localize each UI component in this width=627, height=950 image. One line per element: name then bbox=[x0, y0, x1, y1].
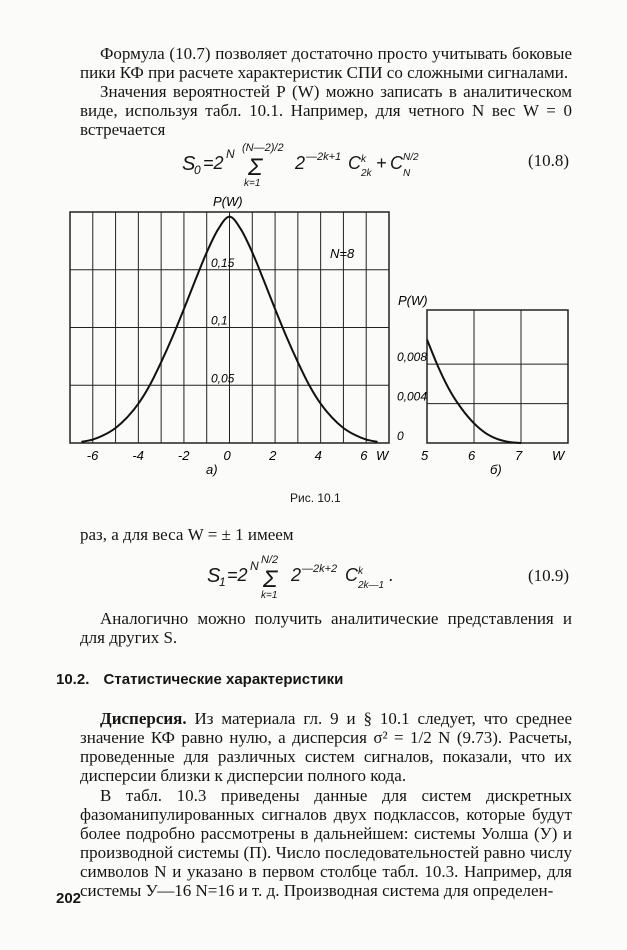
svg-text:N/2: N/2 bbox=[261, 554, 279, 566]
svg-text:Σ: Σ bbox=[263, 566, 278, 593]
x-tick-label: 0 bbox=[223, 448, 231, 463]
svg-text:N: N bbox=[250, 559, 259, 573]
x-tick-label: -2 bbox=[177, 448, 190, 463]
paragraph-2: Значения вероятностей Р (W) можно записать в аналитическом виде, используя табл. 10.1. Например, для четного N вес W = 0 встречается bbox=[80, 82, 572, 139]
svg-text:C: C bbox=[345, 565, 358, 585]
section-heading bbox=[56, 671, 343, 688]
section-title: Статистические характеристики bbox=[103, 671, 344, 688]
svg-text:=2: =2 bbox=[227, 565, 248, 585]
svg-text:(N—2)/2: (N—2)/2 bbox=[242, 142, 284, 154]
panel-b-grid bbox=[427, 310, 568, 443]
panel-a-label: а) bbox=[206, 462, 218, 477]
svg-text:C: C bbox=[348, 153, 361, 173]
svg-text:+: + bbox=[376, 153, 387, 173]
svg-text:2k: 2k bbox=[361, 168, 372, 179]
run-in-heading: Дисперсия. bbox=[100, 709, 187, 728]
x-tick-label: -4 bbox=[132, 448, 144, 463]
y-tick-label: 0 bbox=[397, 429, 404, 443]
svg-text:2: 2 bbox=[295, 153, 306, 173]
x-tick-label: -6 bbox=[86, 448, 99, 463]
paragraph-5 bbox=[80, 709, 572, 785]
panel-b-label: б) bbox=[490, 462, 502, 477]
y-tick-label: 0,008 bbox=[397, 350, 428, 365]
x-tick-label: 7 bbox=[515, 448, 523, 463]
panel-b-xlabel: W bbox=[552, 448, 565, 463]
y-tick-label: 0,05 bbox=[211, 371, 235, 386]
svg-text:2k—1: 2k—1 bbox=[358, 580, 385, 591]
svg-text:1: 1 bbox=[219, 575, 226, 589]
svg-text:C: C bbox=[390, 153, 403, 173]
svg-text:Σ: Σ bbox=[248, 154, 263, 181]
y-tick-label: 0,1 bbox=[211, 313, 228, 328]
y-tick-label: 0,004 bbox=[397, 389, 428, 404]
panel-b-y-ticks bbox=[397, 350, 427, 443]
svg-text:k=1: k=1 bbox=[244, 178, 261, 188]
paragraph-4: Аналогично можно получить аналитические представления и для других S. bbox=[80, 609, 572, 647]
y-tick-label: 0,15 bbox=[211, 255, 235, 270]
figure-caption: Рис. 10.1 bbox=[290, 491, 341, 505]
svg-text:0: 0 bbox=[194, 163, 201, 177]
svg-text:S: S bbox=[182, 153, 196, 175]
panel-a-x-ticks bbox=[87, 448, 368, 463]
panel-b-frame bbox=[427, 310, 568, 443]
chart-panel-a bbox=[70, 194, 390, 477]
figure-10-1 bbox=[0, 192, 627, 492]
svg-text:.: . bbox=[389, 565, 395, 585]
page-number: 202 bbox=[56, 890, 82, 907]
paragraph-3: раз, а для веса W = ± 1 имеем bbox=[80, 525, 294, 544]
x-tick-label: 6 bbox=[360, 448, 368, 463]
svg-text:—2k+1: —2k+1 bbox=[306, 151, 342, 163]
x-tick-label: 6 bbox=[468, 448, 476, 463]
svg-text:=2: =2 bbox=[203, 153, 224, 173]
svg-text:2: 2 bbox=[291, 565, 302, 585]
panel-a-xlabel: W bbox=[376, 448, 389, 463]
paragraph-1: Формула (10.7) позволяет достаточно просто учитывать боковые пики КФ при расчете характеристик СПИ со сложными сигналами. bbox=[80, 44, 572, 82]
panel-a-y-ticks bbox=[211, 256, 235, 386]
panel-b-ylabel: P(W) bbox=[398, 293, 428, 308]
paragraph-6: В табл. 10.3 приведены данные для систем дискретных фазоманипулированных сигналов двух подклассов, которые будут более подробно рассмотрены в дальнейшем: системы Уолша (У) и производной системы (П). Число последовательностей равно числу символов N и указано в первом столбце табл. 10.3. Например, для системы У—16 N=16 и т. д. Производная система для определен- bbox=[80, 786, 572, 900]
svg-text:S: S bbox=[207, 565, 221, 587]
x-tick-label: 4 bbox=[314, 448, 322, 463]
x-tick-label: 2 bbox=[269, 448, 277, 463]
svg-text:k: k bbox=[361, 154, 366, 165]
svg-text:N/2: N/2 bbox=[403, 152, 419, 163]
svg-text:—2k+2: —2k+2 bbox=[302, 563, 338, 575]
svg-text:k: k bbox=[358, 566, 363, 577]
x-tick-label: 5 bbox=[421, 448, 429, 463]
svg-text:N: N bbox=[226, 147, 235, 161]
paragraph-5-body: Из материала гл. 9 и § 10.1 следует, что среднее значение КФ равно нулю, а дисперсия σ² = 1/2 N (9.73). Расчеты, проведенные для различных систем сигналов, показали, что их дисперсии близки к дисперсии полного кода. bbox=[80, 709, 572, 785]
panel-a-annotation: N=8 bbox=[330, 246, 355, 261]
panel-b-x-ticks bbox=[421, 448, 523, 463]
section-number: 10.2. bbox=[56, 671, 90, 688]
chart-panel-b bbox=[397, 293, 568, 477]
svg-text:N: N bbox=[403, 168, 411, 179]
equation-number: (10.8) bbox=[528, 151, 570, 170]
panel-a-ylabel: P(W) bbox=[213, 194, 243, 209]
svg-text:k=1: k=1 bbox=[261, 590, 278, 601]
equation-number: (10.9) bbox=[528, 566, 570, 585]
